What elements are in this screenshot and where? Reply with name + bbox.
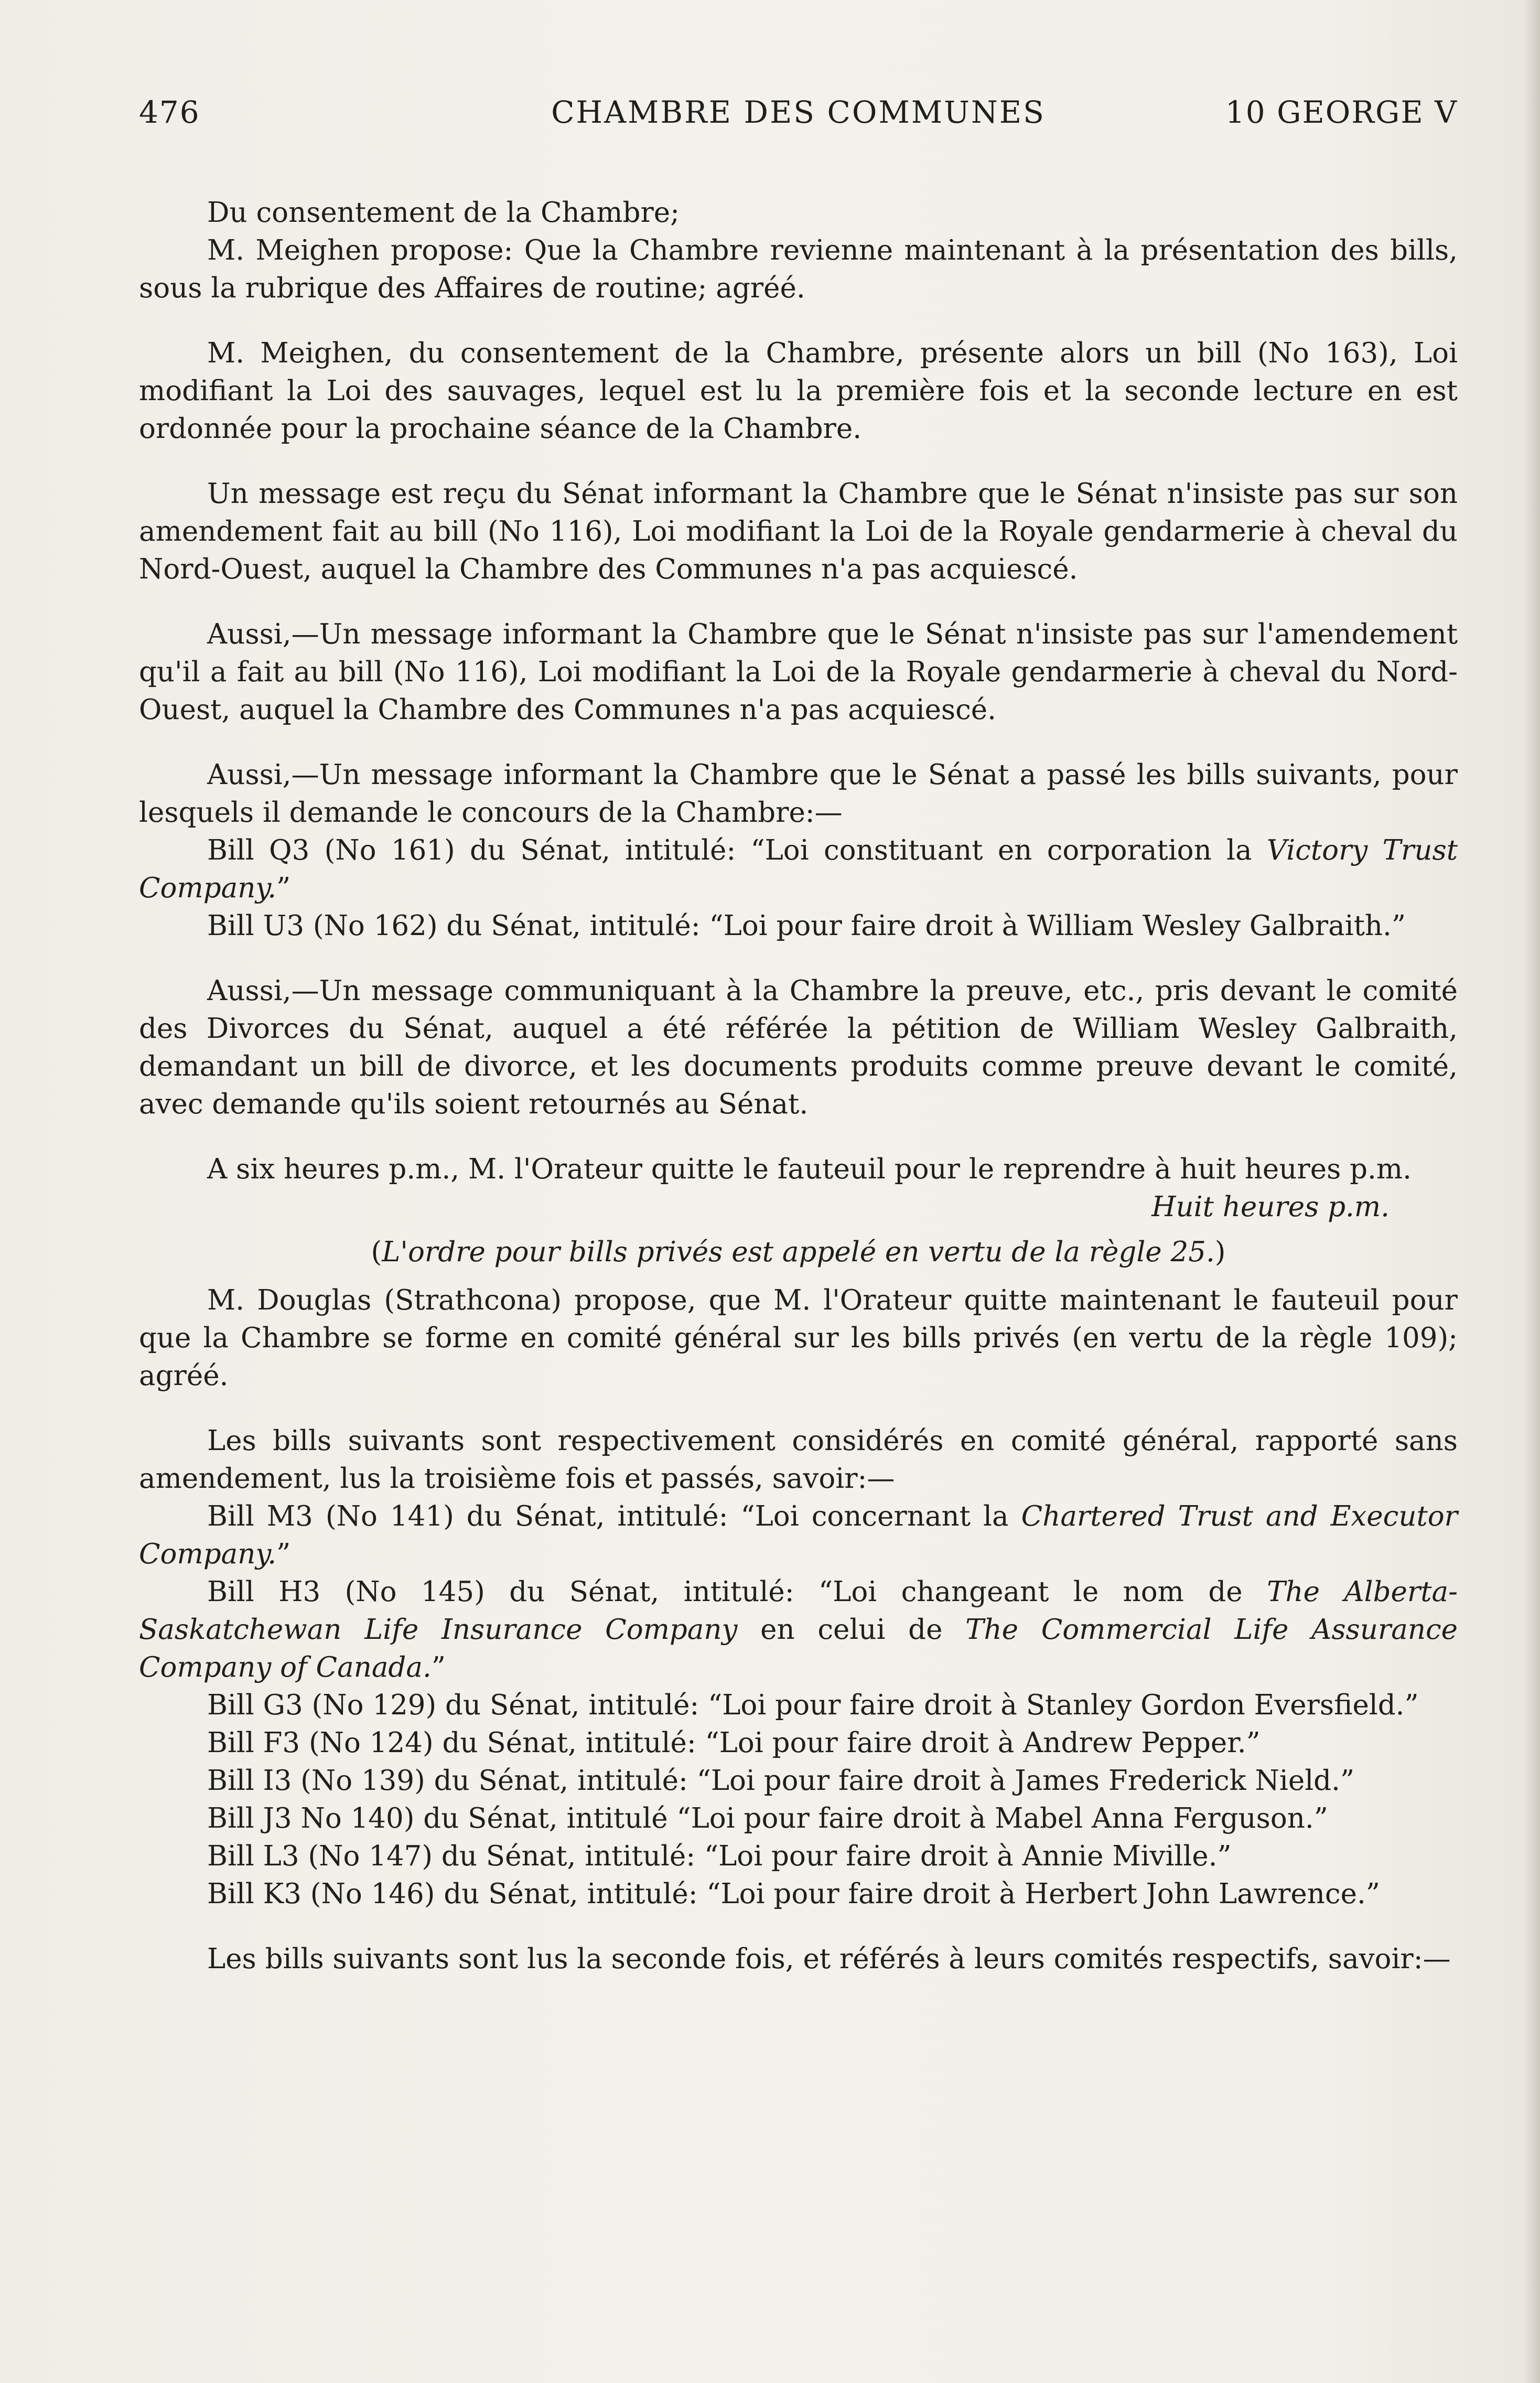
bill-m3-text: Bill M3 (No 141) du Sénat, intitulé: “Loi concernant la	[207, 1500, 1021, 1532]
paragraph-bill-g3: Bill G3 (No 129) du Sénat, intitulé: “Loi pour faire droit à Stanley Gordon Eversfield.”	[207, 1689, 1419, 1721]
bill-q3-company: Victory Trust Company.	[139, 834, 1458, 904]
paragraph-douglas-motion: M. Douglas (Strathcona) propose, que M. l'Orateur quitte maintenant le fauteuil pour que la Chambre se forme en comité général sur les bills privés (en vertu de la règle 109); agréé.	[139, 1284, 1458, 1392]
bill-m3-close: ”	[276, 1538, 291, 1570]
paragraph-bill-u3: Bill U3 (No 162) du Sénat, intitulé: “Loi pour faire droit à William Wesley Galbraith.”	[207, 910, 1406, 942]
paragraph-bill-i3: Bill I3 (No 139) du Sénat, intitulé: “Loi pour faire droit à James Frederick Nield.”	[207, 1765, 1355, 1797]
journal-body	[139, 194, 1458, 1978]
page-edge-shadow	[1524, 0, 1540, 2383]
bill-h3-old-name: The Alberta-Saskatchewan Life Insurance Company	[139, 1576, 1458, 1646]
paragraph-bill-163: M. Meighen, du consentement de la Chambre, présente alors un bill (No 163), Loi modifiant la Loi des sauvages, lequel est lu la première fois et la seconde lecture en est ordonnée pour la prochaine séance de la Chambre.	[139, 337, 1458, 445]
paragraph-meighen-motion: M. Meighen propose: Que la Chambre revienne maintenant à la présentation des bills, sous la rubrique des Affaires de routine; agréé.	[139, 234, 1458, 304]
header-reign: 10 GEORGE V	[1225, 94, 1458, 130]
paragraph-bill-l3: Bill L3 (No 147) du Sénat, intitulé: “Loi pour faire droit à Annie Miville.”	[207, 1840, 1232, 1872]
paragraph-senate-message-1: Un message est reçu du Sénat informant la Chambre que le Sénat n'insiste pas sur son amendement fait au bill (No 116), Loi modifiant la Loi de la Royale gendarmerie à cheval du Nord-Ouest, auquel la Chambre des Communes n'a pas acquiescé.	[139, 478, 1458, 585]
bill-h3-close: ”	[431, 1651, 446, 1683]
order-note-close: )	[1214, 1236, 1226, 1268]
paragraph-bill-h3	[139, 1573, 1458, 1687]
header-title: CHAMBRE DES COMMUNES	[551, 94, 1046, 130]
paragraph-bill-j3: Bill J3 No 140) du Sénat, intitulé “Loi pour faire droit à Mabel Anna Ferguson.”	[207, 1802, 1328, 1834]
bill-h3-text: Bill H3 (No 145) du Sénat, intitulé: “Loi changeant le nom de	[207, 1576, 1267, 1608]
order-note	[139, 1233, 1458, 1271]
bill-q3-close: ”	[276, 872, 291, 904]
paragraph-bill-m3	[139, 1498, 1458, 1573]
paragraph-consent: Du consentement de la Chambre;	[207, 197, 680, 229]
bill-h3-new-name: The Commercial Life Assurance Company of Canada.	[139, 1614, 1458, 1683]
paragraph-second-reading: Les bills suivants sont lus la seconde fois, et référés à leurs comités respectifs, savoir:—	[207, 1943, 1451, 1975]
paragraph-bill-q3	[139, 832, 1458, 907]
order-note-text: L'ordre pour bills privés est appelé en vertu de la règle 25.	[382, 1236, 1215, 1268]
paragraph-bill-f3: Bill F3 (No 124) du Sénat, intitulé: “Loi pour faire droit à Andrew Pepper.”	[207, 1727, 1261, 1759]
paragraph-senate-message-2: Aussi,—Un message informant la Chambre que le Sénat n'insiste pas sur l'amendement qu'il a fait au bill (No 116), Loi modifiant la Loi de la Royale gendarmerie à cheval du Nord-Ouest, auquel la Chambre des Communes n'a pas acquiescé.	[139, 618, 1458, 726]
paragraph-six-pm: A six heures p.m., M. l'Orateur quitte le fauteuil pour le reprendre à huit heures p.m.	[207, 1153, 1412, 1185]
paragraph-senate-message-3: Aussi,—Un message informant la Chambre que le Sénat a passé les bills suivants, pour lesquels il demande le concours de la Chambre:—	[139, 759, 1458, 829]
order-note-open: (	[371, 1236, 382, 1268]
bill-m3-company: Chartered Trust and Executor Company.	[139, 1500, 1458, 1570]
bill-h3-mid: en celui de	[737, 1614, 966, 1646]
paragraph-bill-k3: Bill K3 (No 146) du Sénat, intitulé: “Loi pour faire droit à Herbert John Lawrence.”	[207, 1878, 1380, 1910]
bill-q3-text: Bill Q3 (No 161) du Sénat, intitulé: “Loi constituant en corporation la	[207, 834, 1267, 866]
running-header	[139, 94, 1458, 136]
paragraph-third-reading: Les bills suivants sont respectivement considérés en comité général, rapporté sans amendement, lus la troisième fois et passés, savoir:—	[139, 1425, 1458, 1495]
paragraph-divorce-evidence: Aussi,—Un message communiquant à la Chambre la preuve, etc., pris devant le comité des Divorces du Sénat, auquel a été référée la pétition de William Wesley Galbraith, demandant un bill de divorce, et les documents produits comme preuve devant le comité, avec demande qu'ils soient retournés au Sénat.	[139, 975, 1458, 1120]
page-number: 476	[139, 94, 200, 130]
time-heading: Huit heures p.m.	[1151, 1191, 1390, 1223]
